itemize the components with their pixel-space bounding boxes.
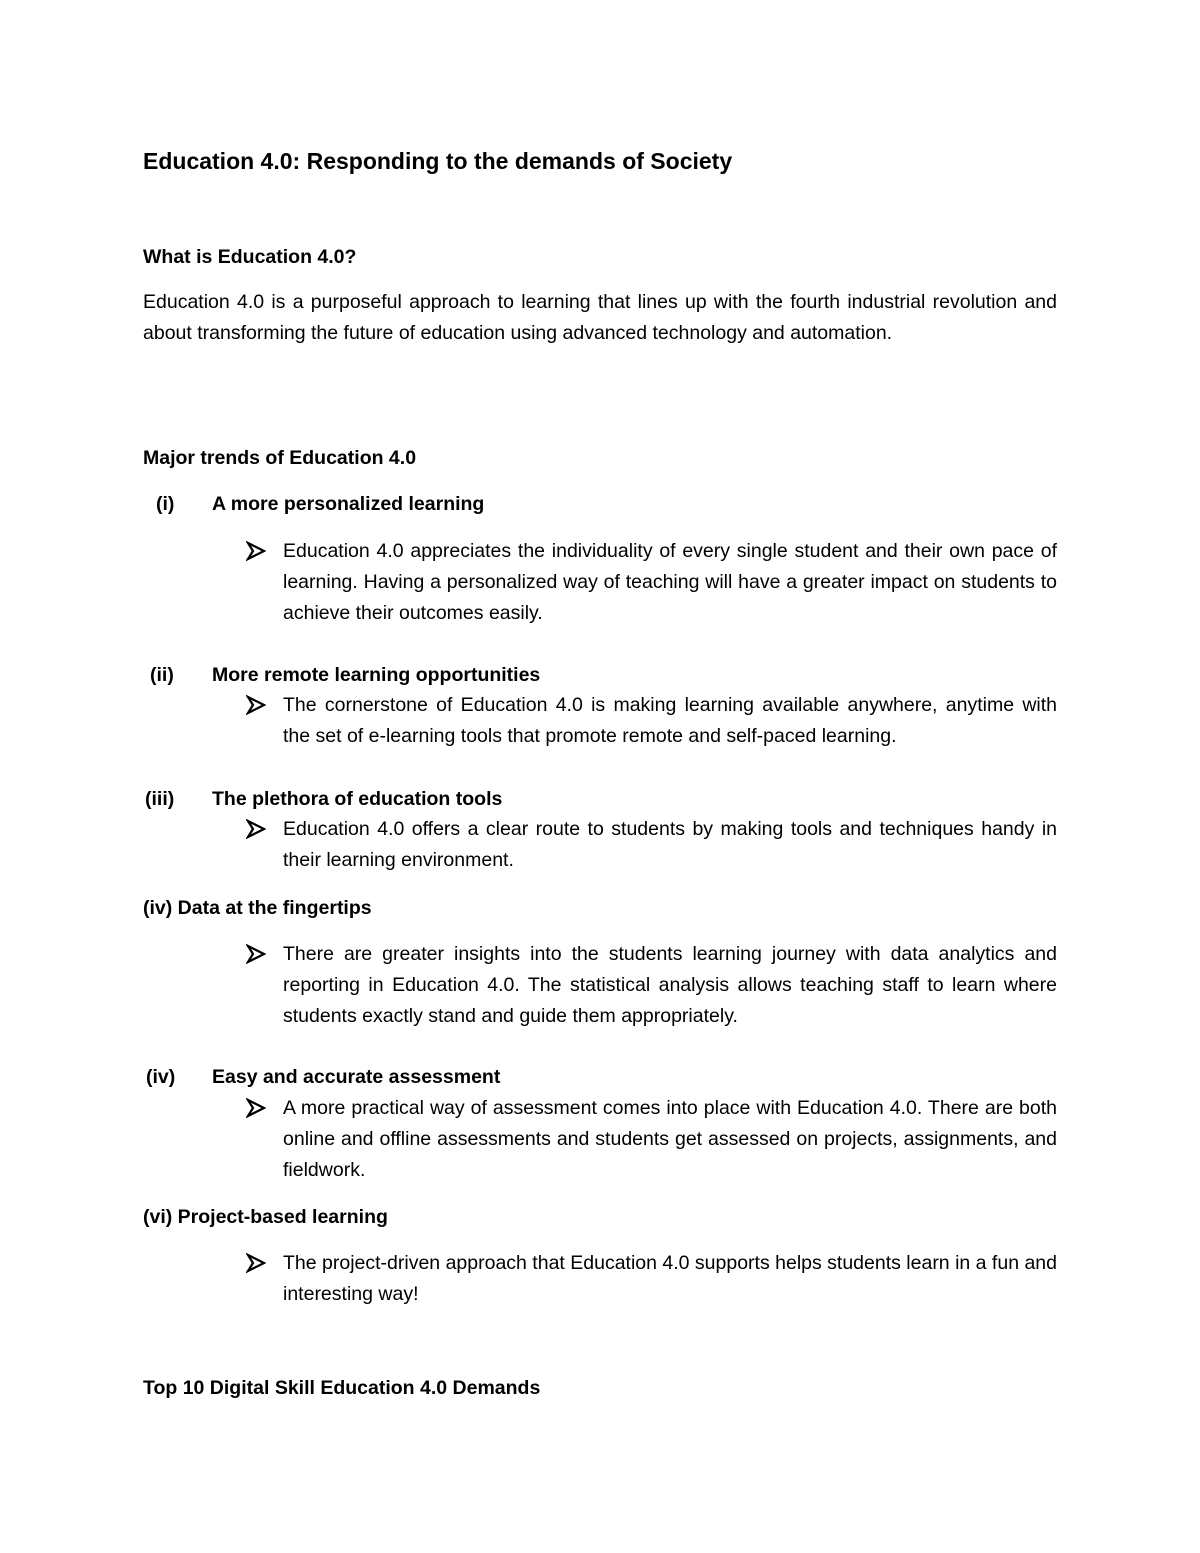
bullet-text: Education 4.0 offers a clear route to students by making tools and techniques handy in their learning environment.	[283, 818, 1057, 871]
trend-number-iii: (iii)	[145, 788, 175, 810]
bullet-text: Education 4.0 appreciates the individuality of every single student and their own pace of learning. Having a personalized way of teaching will have a greater impact on students to achieve their outcomes easily.	[283, 540, 1057, 624]
trend-label-remote: More remote learning opportunities	[212, 664, 541, 686]
trend-bullet-project	[246, 1248, 1057, 1310]
section-heading-major-trends: Major trends of Education 4.0	[143, 447, 417, 469]
trend-label-plethora: The plethora of education tools	[212, 788, 503, 810]
trend-label-personalized: A more personalized learning	[212, 493, 485, 515]
trend-number-iv: (iv)	[146, 1066, 176, 1088]
arrow-bullet-icon	[246, 819, 266, 839]
bullet-text: A more practical way of assessment comes into place with Education 4.0. There are both online and offline assessments and students get assessed on projects, assignments, and fieldwork.	[283, 1097, 1057, 1181]
arrow-bullet-icon	[246, 1253, 266, 1273]
arrow-bullet-icon	[246, 695, 266, 715]
intro-paragraph: Education 4.0 is a purposeful approach to learning that lines up with the fourth industrial revolution and about transforming the future of education using advanced technology and automation.	[143, 291, 1057, 344]
trend-number-i: (i)	[156, 493, 175, 515]
trend-label-assessment: Easy and accurate assessment	[212, 1066, 501, 1088]
trend-number-ii: (ii)	[150, 664, 174, 686]
document-title: Education 4.0: Responding to the demands of Society	[143, 148, 733, 174]
arrow-bullet-icon	[246, 944, 266, 964]
trend-bullet-data	[246, 939, 1057, 1032]
bullet-text: The cornerstone of Education 4.0 is making learning available anywhere, anytime with the set of e-learning tools that promote remote and self-paced learning.	[283, 694, 1057, 747]
arrow-bullet-icon	[246, 541, 266, 561]
trend-bullet-assessment	[246, 1093, 1057, 1186]
section-heading-what-is: What is Education 4.0?	[143, 246, 357, 268]
trend-bullet-personalized	[246, 536, 1057, 629]
trend-heading-project: (vi) Project-based learning	[143, 1206, 388, 1228]
arrow-bullet-icon	[246, 1098, 266, 1118]
section-heading-top10: Top 10 Digital Skill Education 4.0 Demands	[143, 1377, 541, 1399]
bullet-text: The project-driven approach that Education 4.0 supports helps students learn in a fun and interesting way!	[283, 1252, 1057, 1305]
trend-bullet-remote	[246, 690, 1057, 752]
trend-bullet-plethora	[246, 814, 1057, 876]
bullet-text: There are greater insights into the students learning journey with data analytics and reporting in Education 4.0. The statistical analysis allows teaching staff to learn where students exactly stand and guide them appropriately.	[283, 943, 1057, 1027]
trend-heading-data: (iv) Data at the fingertips	[143, 897, 372, 919]
